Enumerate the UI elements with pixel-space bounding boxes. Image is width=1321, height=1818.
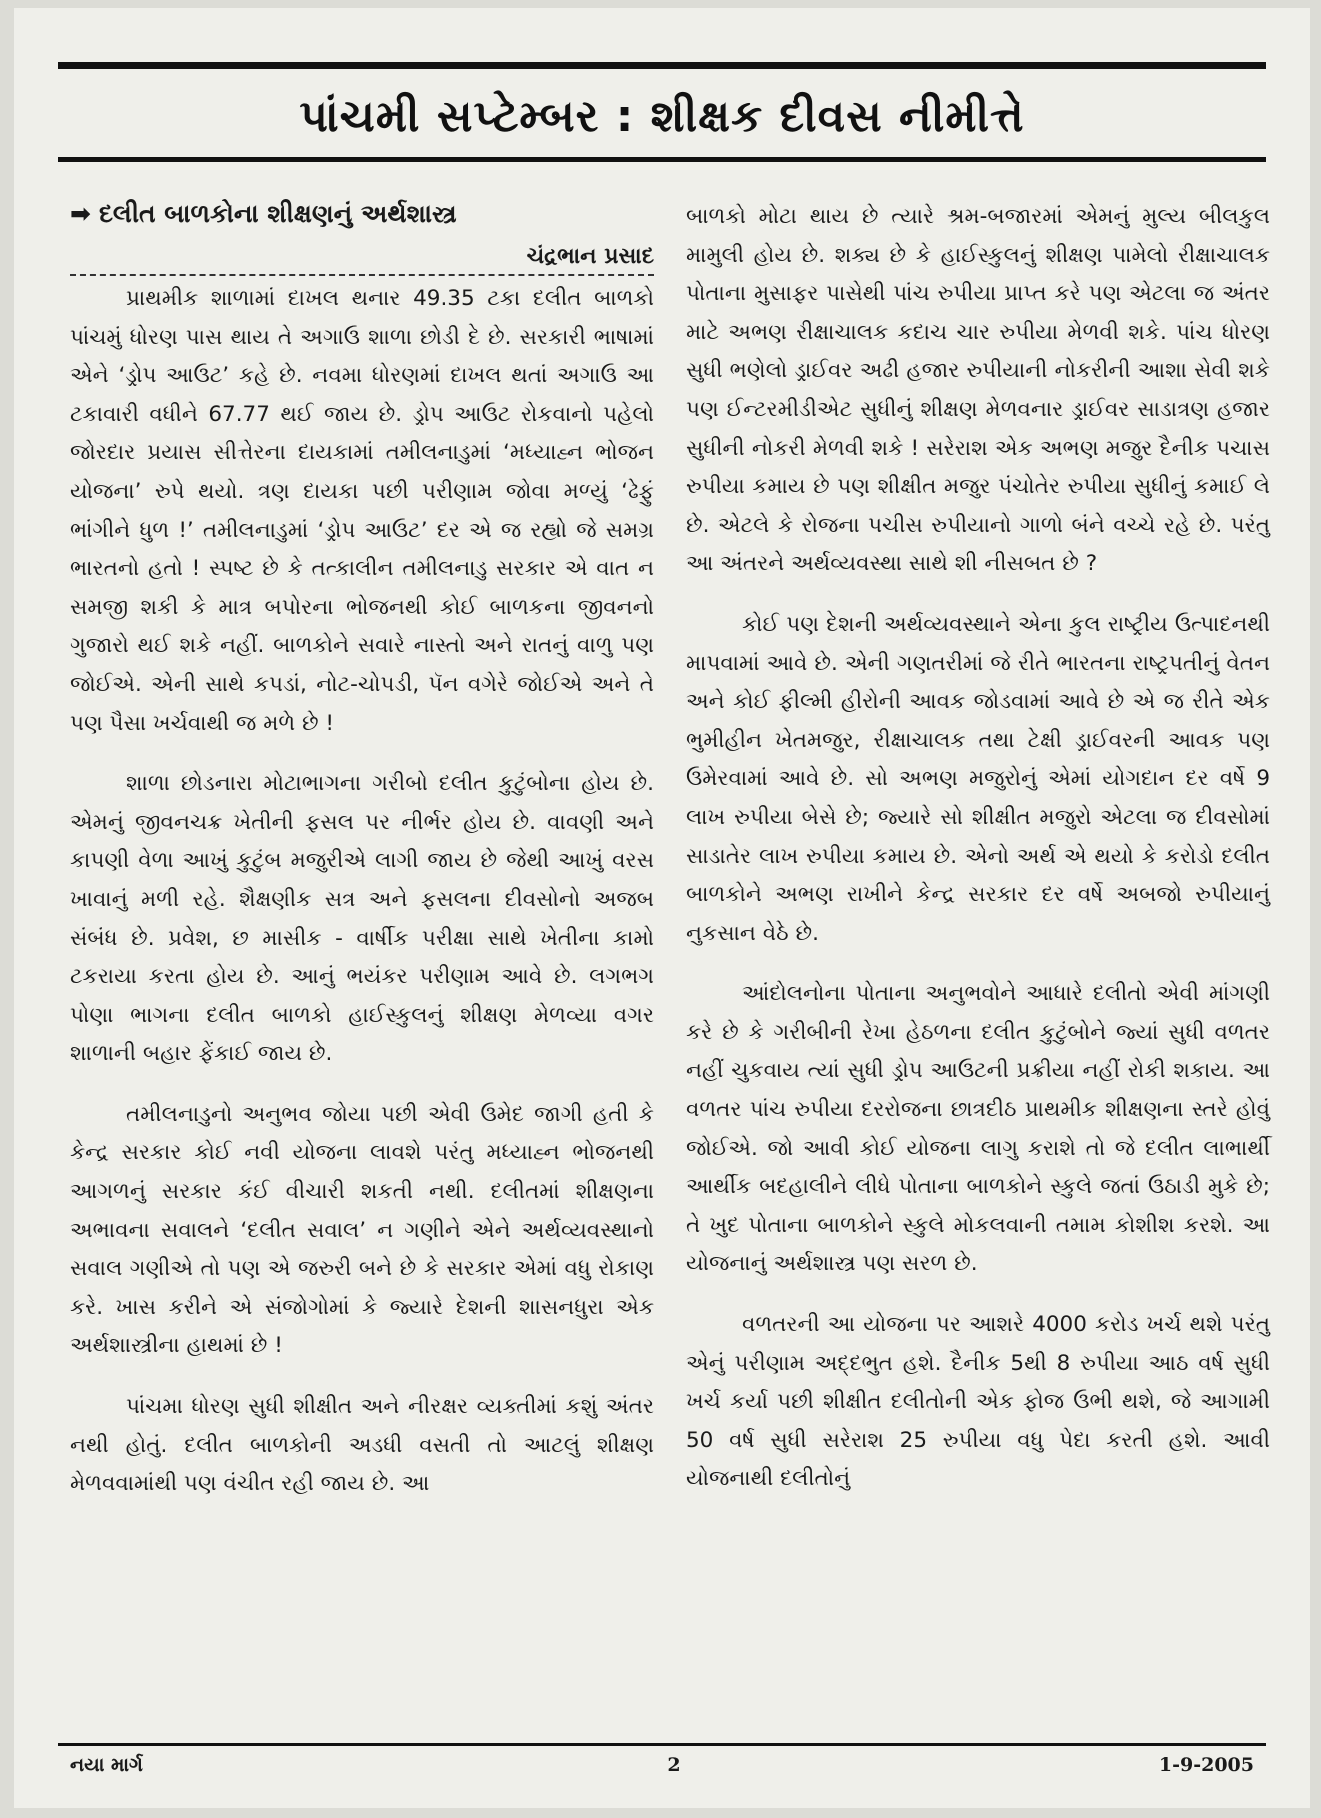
dashed-divider — [70, 274, 654, 276]
footer-rule — [58, 1743, 1266, 1746]
arrow-right-icon: ➡ — [70, 199, 91, 228]
article-title-text: દલીત બાળકોના શીક્ષણનું અર્થશાસ્ત્ર — [98, 199, 457, 228]
paragraph: પાંચમા ધોરણ સુધી શીક્ષીત અને નીરક્ષર વ્યક્તીમાં કશું અંતર નથી હોતું. દલીત બાળકોની અડધી વસતી તો આટલું શીક્ષણ મેળવવામાંથી પણ વંચીત રહી જાય છે. આ — [70, 1394, 654, 1497]
article-title — [70, 198, 654, 230]
headline-underline-rule — [58, 157, 1266, 162]
paragraph: તમીલનાડુનો અનુભવ જોયા પછી એવી ઉમેદ જાગી હતી કે કેન્દ્ર સરકાર કોઈ નવી યોજના લાવશે પરંતુ મધ્યાહ્ન ભોજનથી આગળનું સરકાર કંઈ વીચારી શકતી નથી. દલીતમાં શીક્ષણના અભાવના સવાલને ‘દલીત સવાલ’ ન ગણીને એને અર્થવ્યવસ્થાનો સવાલ ગણીએ તો પણ એ જરુરી બને છે કે સરકાર એમાં વધુ રોકાણ કરે. ખાસ કરીને એ સંજોગોમાં કે જ્યારે દેશની શાસનધુરા એક અર્થશાસ્ત્રીના હાથમાં છે ! — [70, 1101, 654, 1359]
paragraph: કોઈ પણ દેશની અર્થવ્યવસ્થાને એના કુલ રાષ્ટ્રીય ઉત્પાદનથી માપવામાં આવે છે. એની ગણતરીમાં જે રીતે ભારતના રાષ્ટ્રપતીનું વેતન અને કોઈ ફીલ્મી હીરોની આવક જોડવામાં આવે છે એ જ રીતે એક ભુમીહીન ખેતમજુર, રીક્ષાચાલક તથા ટેક્ષી ડ્રાઈવરની આવક પણ ઉમેરવામાં આવે છે. સો અભણ મજુરોનું એમાં યોગદાન દર વર્ષે 9 લાખ રુપીયા બેસે છે; જ્યારે સો શીક્ષીત મજુરો એટલા જ દીવસોમાં સાડાતેર લાખ રુપીયા કમાય છે. એનો અર્થ એ થયો કે કરોડો દલીત બાળકોને અભણ રાખીને કેન્દ્ર સરકાર દર વર્ષે અબજો રુપીયાનું નુકસાન વેઠે છે. — [686, 611, 1270, 946]
footer-publication: નયા માર્ગ — [70, 1754, 143, 1776]
footer-date: 1-9-2005 — [1158, 1754, 1254, 1776]
left-column — [70, 280, 654, 1526]
footer-page-number: 2 — [667, 1754, 681, 1776]
paragraph: આંદોલનોના પોતાના અનુભવોને આધારે દલીતો એવી માંગણી કરે છે કે ગરીબીની રેખા હેઠળના દલીત કુટુંબોને જ્યાં સુધી વળતર નહીં ચુકવાય ત્યાં સુધી ડ્રોપ આઉટની પ્રક્રીયા નહીં રોકી શકાય. આ વળતર પાંચ રુપીયા દરરોજના છાત્રદીઠ પ્રાથમીક શીક્ષણના સ્તરે હોવું જોઈએ. જો આવી કોઈ યોજના લાગુ કરાશે તો જે દલીત લાભાર્થી આર્થીક બદહાલીને લીધે પોતાના બાળકોને સ્કુલે જતાં ઉઠાડી મુકે છે; તે ખુદ પોતાના બાળકોને સ્કુલે મોકલવાની તમામ કોશીશ કરશે. આ યોજનાનું અર્થશાસ્ત્ર પણ સરળ છે. — [686, 981, 1270, 1277]
paragraph: વળતરની આ યોજના પર આશરે 4000 કરોડ ખર્ચ થશે પરંતુ એનું પરીણામ અદ્દભુત હશે. દૈનીક 5થી 8 રુપીયા આઠ વર્ષ સુધી ખર્ચ કર્યા પછી શીક્ષીત દલીતોની એક ફોજ ઉભી થશે, જે આગામી 50 વર્ષ સુધી સરેરાશ 25 રુપીયા વધુ પેદા કરતી હશે. આવી યોજનાથી દલીતોનું — [686, 1312, 1270, 1492]
page-headline: પાંચમી સપ્ટેમ્બર : શીક્ષક દીવસ નીમીત્તે — [299, 91, 1025, 142]
top-rule — [58, 62, 1266, 69]
paragraph: બાળકો મોટા થાય છે ત્યારે શ્રમ-બજારમાં એમનું મુલ્ય બીલકુલ મામુલી હોય છે. શક્ય છે કે હાઈસ્કુલનું શીક્ષણ પામેલો રીક્ષાચાલક પોતાના મુસાફર પાસેથી પાંચ રુપીયા પ્રાપ્ત કરે પણ એટલા જ અંતર માટે અભણ રીક્ષાચાલક કદાચ ચાર રુપીયા મેળવી શકે. પાંચ ધોરણ સુધી ભણેલો ડ્રાઈવર અઢી હજાર રુપીયાની નોકરીની આશા સેવી શકે પણ ઈન્ટરમીડીએટ સુધીનું શીક્ષણ મેળવનાર ડ્રાઈવર સાડાત્રણ હજાર સુધીની નોકરી મેળવી શકે ! સરેરાશ એક અભણ મજુર દૈનીક પચાસ રુપીયા કમાય છે પણ શીક્ષીત મજુર પંચોતેર રુપીયા સુધીનું કમાઈ લે છે. એટલે કે રોજના પચીસ રુપીયાનો ગાળો બંને વચ્ચે રહે છે. પરંતુ આ અંતરને અર્થવ્યવસ્થા સાથે શી નીસબત છે ? — [686, 204, 1270, 577]
paragraph: શાળા છોડનારા મોટાભાગના ગરીબો દલીત કુટુંબોના હોય છે. એમનું જીવનચક્ર ખેતીની ફસલ પર નીર્ભર હોય છે. વાવણી અને કાપણી વેળા આખું કુટુંબ મજુરીએ લાગી જાય છે જેથી આખું વરસ ખાવાનું મળી રહે. શૈક્ષણીક સત્ર અને ફસલના દીવસોનો અજબ સંબંધ છે. પ્રવેશ, છ માસીક - વાર્ષીક પરીક્ષા સાથે ખેતીના કામો ટકરાયા કરતા હોય છે. આનું ભયંકર પરીણામ આવે છે. લગભગ પોણા ભાગના દલીત બાળકો હાઈસ્કુલનું શીક્ષણ મેળવ્યા વગર શાળાની બહાર ફેંકાઈ જાય છે. — [70, 771, 654, 1067]
right-column — [686, 198, 1270, 1521]
paragraph: પ્રાથમીક શાળામાં દાખલ થનાર 49.35 ટકા દલીત બાળકો પાંચમું ધોરણ પાસ થાય તે અગાઉ શાળા છોડી દે છે. સરકારી ભાષામાં એને ‘ડ્રોપ આઉટ’ કહે છે. નવમા ધોરણમાં દાખલ થતાં અગાઉ આ ટકાવારી વધીને 67.77 થઈ જાય છે. ડ્રોપ આઉટ રોકવાનો પહેલો જોરદાર પ્રયાસ સીત્તેરના દાયકામાં તમીલનાડુમાં ‘મધ્યાહ્ન ભોજન યોજના’ રુપે થયો. ત્રણ દાયકા પછી પરીણામ જોવા મળ્યું ‘ઢેફું ભાંગીને ધુળ !’ તમીલનાડુમાં ‘ડ્રોપ આઉટ’ દર એ જ રહ્યો જે સમગ્ર ભારતનો હતો ! સ્પષ્ટ છે કે તત્કાલીન તમીલનાડુ સરકાર એ વાત ન સમજી શકી કે માત્ર બપોરના ભોજનથી કોઈ બાળકના જીવનનો ગુજારો થઈ શકે નહીં. બાળકોને સવારે નાસ્તો અને રાતનું વાળુ પણ જોઈએ. એની સાથે કપડાં, નોટ-ચોપડી, પૅન વગેરે જોઈએ અને તે પણ પૈસા ખર્ચવાથી જ મળે છે ! — [70, 286, 654, 736]
article-author: ચંદ્રભાન પ્રસાદ — [526, 244, 654, 269]
page — [14, 8, 1310, 1808]
